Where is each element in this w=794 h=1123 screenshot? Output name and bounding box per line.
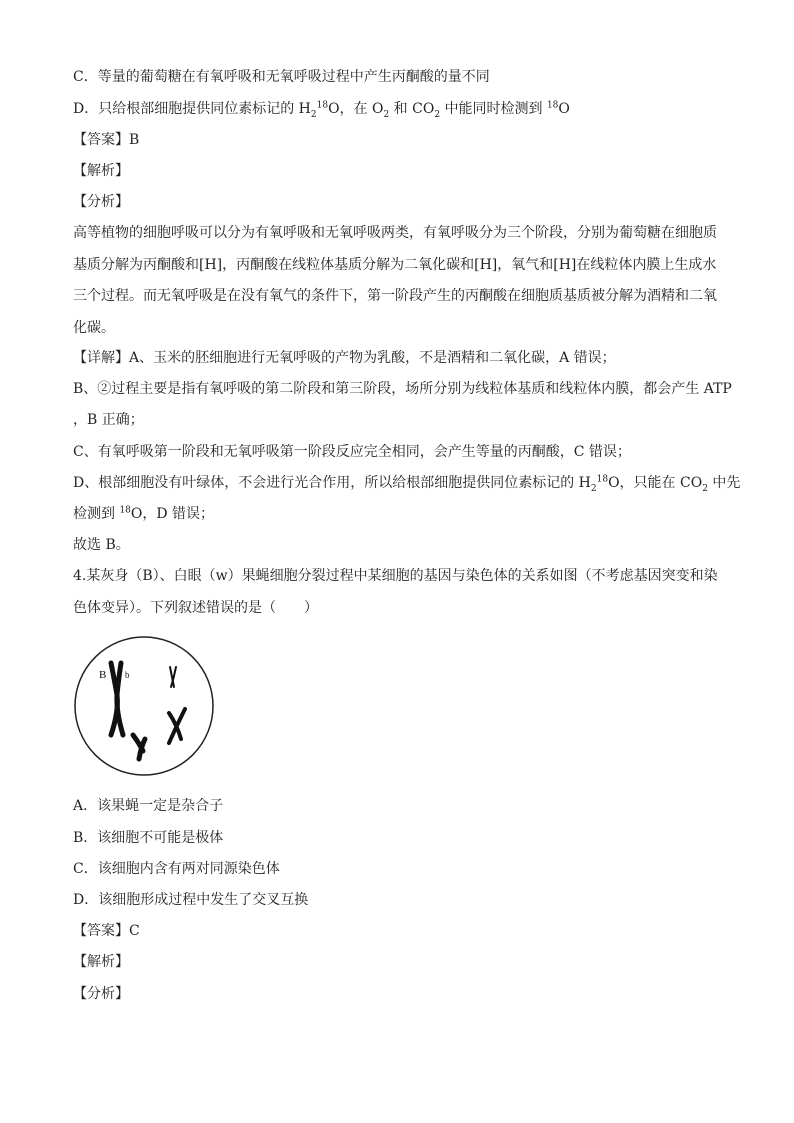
text: 中能同时检测到 <box>440 101 547 117</box>
chromosome-medium <box>169 709 185 743</box>
chromosome-small <box>170 667 176 687</box>
subscript: 2 <box>434 109 441 120</box>
superscript: 18 <box>546 100 559 111</box>
detail-c: C、有氧呼吸第一阶段和无氧呼吸第一阶段反应完全相同，会产生等量的丙酮酸，C 错误； <box>73 444 631 460</box>
cell-diagram <box>73 635 215 777</box>
subscript: 2 <box>310 109 317 120</box>
option-c: C．该细胞内含有两对同源染色体 <box>73 861 280 877</box>
option-d-prev <box>73 100 570 118</box>
text: O <box>558 101 570 117</box>
option-d: D．该细胞形成过程中发生了交叉互换 <box>73 892 309 908</box>
answer-label-2: 【答案】C <box>73 923 140 939</box>
subscript: 2 <box>702 483 708 494</box>
detail-d-line2 <box>73 505 214 523</box>
option-c-prev: C．等量的葡萄糖在有氧呼吸和无氧呼吸过程中产生丙酮酸的量不同 <box>73 69 490 85</box>
fenxi-label-1: 【分析】 <box>73 194 129 210</box>
cell-figure-svg <box>73 635 215 777</box>
text: 检测到 <box>73 506 120 522</box>
gene-B-label: B <box>99 669 107 681</box>
subscript: 2 <box>383 109 390 120</box>
superscript: 18 <box>316 100 329 111</box>
answer-label-1: 【答案】B <box>73 132 140 148</box>
detail-d-line1 <box>73 474 740 492</box>
cell-membrane <box>75 637 213 775</box>
conclusion: 故选 B。 <box>73 537 130 553</box>
subscript: 2 <box>590 483 597 494</box>
fenxi-label-2: 【分析】 <box>73 986 129 1002</box>
text: O，只能在 CO <box>608 475 703 491</box>
chromosome-large <box>111 663 123 735</box>
analysis-label-1: 【解析】 <box>73 163 129 179</box>
chromosome-bottom <box>133 735 145 759</box>
detail-b-line1: B、②过程主要是指有氧呼吸的第二阶段和第三阶段，场所分别为线粒体基质和线粒体内膜，都会产生 ATP <box>73 381 732 397</box>
text: D、根部细胞没有叶绿体，不会进行光合作用，所以给根部细胞提供同位素标记的 H <box>73 475 591 491</box>
question-4: 4.某灰身（B）、白眼（w）果蝇细胞分裂过程中某细胞的基因与染色体的关系如图（不考虑基因突变和染色体变异）。下列叙述错误的是（ ） <box>73 568 718 616</box>
text: 中先 <box>707 475 741 491</box>
gene-b-label: b <box>125 670 130 680</box>
detail-a: 【详解】A、玉米的胚细胞进行无氧呼吸的产物为乳酸，不是酒精和二氧化碳，A 错误； <box>73 350 616 366</box>
text: O，在 O <box>328 101 384 117</box>
text: O，D 错误； <box>130 506 215 522</box>
analysis-paragraph: 高等植物的细胞呼吸可以分为有氧呼吸和无氧呼吸两类，有氧呼吸分为三个阶段，分别为葡萄糖在细胞质基质分解为丙酮酸和[H]，丙酮酸在线粒体基质分解为二氧化碳和[H]，氧气和[H]在线粒体内膜上生成水三个过程。而无氧呼吸是在没有氧气的条件下，第一阶段产生的丙酮酸在细胞质基质被分解为酒精和二氧化碳。 <box>73 225 717 336</box>
text: D．只给根部细胞提供同位素标记的 H <box>73 101 311 117</box>
option-a: A．该果蝇一定是杂合子 <box>73 798 224 814</box>
analysis-label-2: 【解析】 <box>73 954 129 970</box>
superscript: 18 <box>119 505 131 516</box>
text: 和 CO <box>389 101 435 117</box>
option-b: B．该细胞不可能是极体 <box>73 830 224 846</box>
detail-b-line2: ，B 正确； <box>73 412 144 428</box>
superscript: 18 <box>596 474 609 485</box>
